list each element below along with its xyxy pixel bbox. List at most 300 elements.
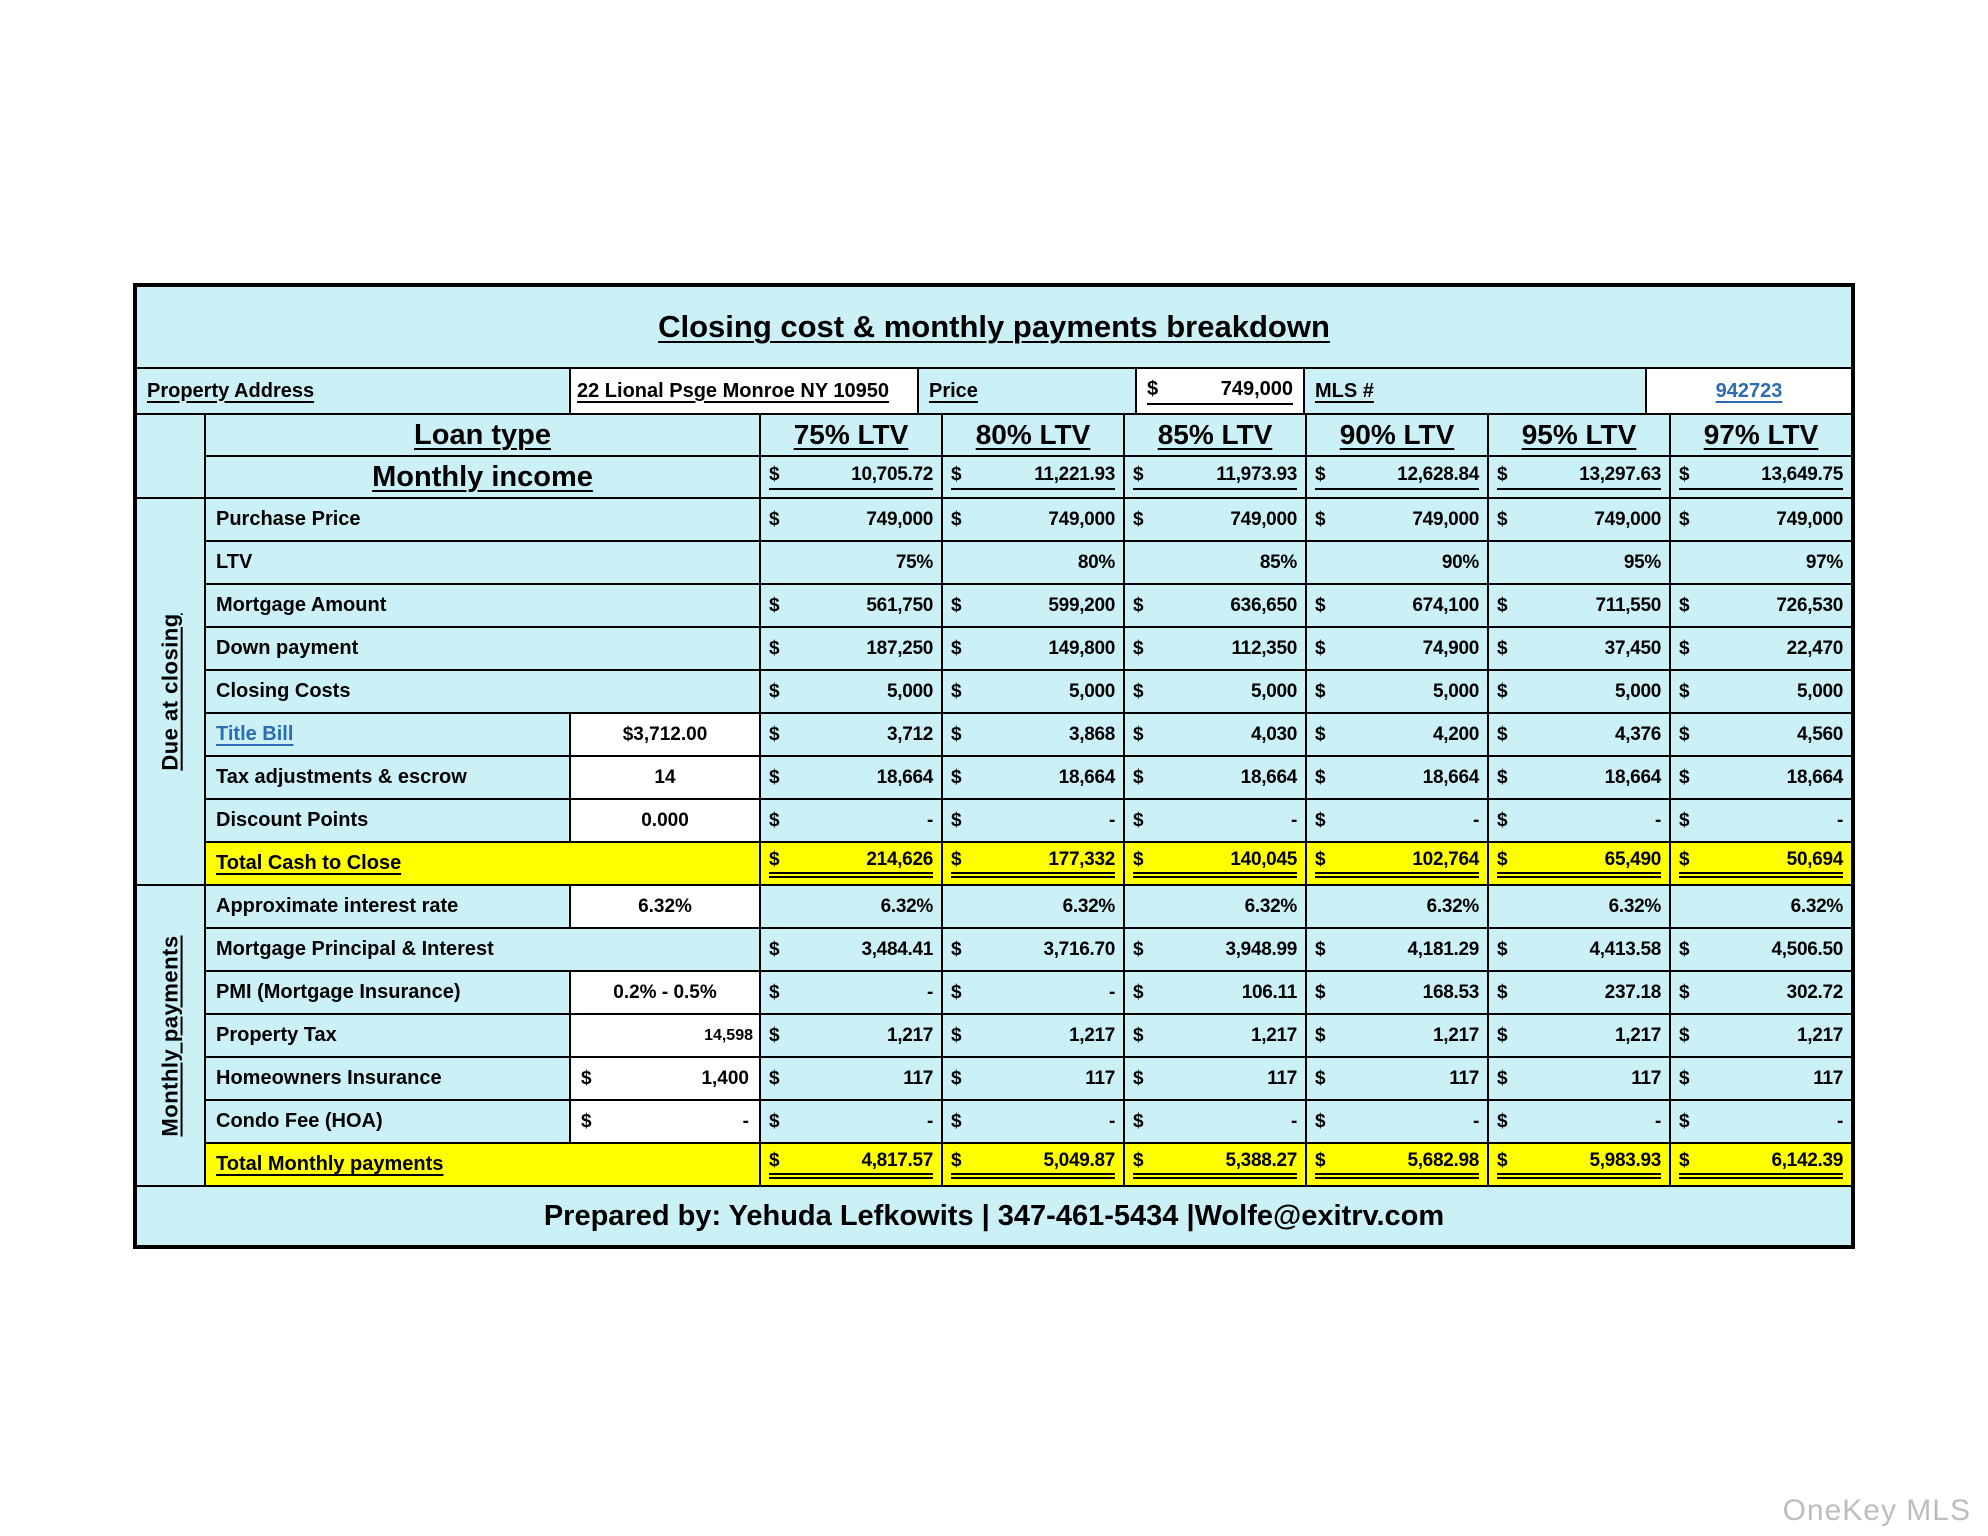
row-label-down-payment xyxy=(206,628,759,669)
dollar-sign: $ xyxy=(951,1024,962,1046)
value-cell xyxy=(943,1144,1123,1185)
money-value: 3,948.99 xyxy=(1225,938,1297,960)
value-cell xyxy=(1489,585,1669,626)
total-value: 5,388.27 xyxy=(1225,1150,1297,1171)
value-cell xyxy=(1125,1101,1305,1142)
value-cell xyxy=(761,714,941,755)
value-cell xyxy=(761,929,941,970)
ltv-column-header: 95% LTV xyxy=(1489,415,1669,455)
monthly-income-value: $ 13,297.63 xyxy=(1489,457,1669,497)
dollar-sign: $ xyxy=(1133,508,1144,530)
money-value: 711,550 xyxy=(1595,594,1661,616)
monthly-income-row xyxy=(206,457,1851,497)
value-cell xyxy=(1489,499,1669,540)
value-cell xyxy=(1307,628,1487,669)
input-value: 14,598 xyxy=(704,1026,753,1044)
money-value: - xyxy=(1108,1110,1115,1132)
value-cell xyxy=(1307,843,1487,884)
dollar-sign: $ xyxy=(769,938,780,960)
value-cell xyxy=(943,499,1123,540)
dollar-sign: $ xyxy=(1133,1150,1144,1171)
value-cell xyxy=(1125,628,1305,669)
dollar-sign: $ xyxy=(1315,981,1326,1003)
dollar-sign: $ xyxy=(1315,766,1326,788)
row-label-title-bill[interactable] xyxy=(206,714,569,755)
value-cell xyxy=(1489,1058,1669,1099)
dollar-sign: $ xyxy=(1315,723,1326,745)
table-row-tax-adjustments-escrow xyxy=(206,757,1851,798)
percent-value: 6.32% xyxy=(1608,895,1661,917)
section-strip xyxy=(137,499,204,1185)
money-value: 37,450 xyxy=(1604,637,1661,659)
money-value: 117 xyxy=(1813,1067,1843,1089)
value-cell xyxy=(943,542,1123,583)
dollar-sign: $ xyxy=(1315,1150,1326,1171)
dollar-sign: $ xyxy=(951,809,962,831)
row-label-text: LTV xyxy=(216,551,253,573)
footer-row xyxy=(137,1187,1851,1245)
dollar-sign: $ xyxy=(1679,1067,1690,1089)
dollar-sign: $ xyxy=(769,981,780,1003)
dollar-sign: $ xyxy=(1133,680,1144,702)
value-cell xyxy=(943,1015,1123,1056)
value-cell xyxy=(943,1101,1123,1142)
value-cell xyxy=(1671,886,1851,927)
section-label-monthly-payments: Monthly payments xyxy=(137,886,204,1185)
dollar-sign: $ xyxy=(1315,464,1326,485)
value-cell xyxy=(943,843,1123,884)
money-value: 74,900 xyxy=(1422,637,1479,659)
money-value: - xyxy=(1654,809,1661,831)
money-value: - xyxy=(926,809,933,831)
total-value: 177,332 xyxy=(1048,849,1115,870)
total-value: 5,049.87 xyxy=(1043,1150,1115,1171)
value-cell xyxy=(1307,585,1487,626)
percent-value: 85% xyxy=(1259,551,1297,573)
total-value: 5,682.98 xyxy=(1407,1150,1479,1171)
dollar-sign: $ xyxy=(951,938,962,960)
total-value: 214,626 xyxy=(866,849,933,870)
table-row-purchase-price xyxy=(206,499,1851,540)
onekey-mls-watermark: OneKey MLS xyxy=(1782,1494,1971,1527)
dollar-sign: $ xyxy=(1315,508,1326,530)
dollar-sign: $ xyxy=(951,723,962,745)
input-property-tax[interactable] xyxy=(571,1015,759,1056)
money-value: 302.72 xyxy=(1786,981,1843,1003)
money-value: - xyxy=(1108,981,1115,1003)
monthly-income-value: $ 10,705.72 xyxy=(761,457,941,497)
value-cell xyxy=(1125,843,1305,884)
dollar-sign: $ xyxy=(1497,508,1508,530)
dollar-sign: $ xyxy=(769,809,780,831)
row-label-text: Down payment xyxy=(216,637,359,659)
value-cell xyxy=(1671,714,1851,755)
dollar-sign: $ xyxy=(1133,849,1144,870)
value-cell xyxy=(761,800,941,841)
table-row-total-monthly-payments xyxy=(206,1144,1851,1185)
ltv-column-header: 75% LTV xyxy=(761,415,941,455)
dollar-sign: $ xyxy=(1147,377,1159,400)
money-value: 749,000 xyxy=(1230,508,1297,530)
value-cell xyxy=(1489,886,1669,927)
value-cell xyxy=(1671,542,1851,583)
dollar-sign: $ xyxy=(1497,464,1508,485)
dollar-sign: $ xyxy=(1133,594,1144,616)
money-value: - xyxy=(926,981,933,1003)
total-value: 102,764 xyxy=(1412,849,1479,870)
value-cell xyxy=(761,757,941,798)
value-cell xyxy=(761,585,941,626)
input-value: 1,400 xyxy=(701,1067,749,1089)
value-cell xyxy=(943,585,1123,626)
value-cell xyxy=(943,1058,1123,1099)
value-cell xyxy=(1307,1015,1487,1056)
value-cell xyxy=(761,1144,941,1185)
dollar-sign: $ xyxy=(951,1110,962,1132)
monthly-income-value: $ 13,649.75 xyxy=(1671,457,1851,497)
money-value: 168.53 xyxy=(1422,981,1479,1003)
dollar-sign: $ xyxy=(951,508,962,530)
dollar-sign: $ xyxy=(1497,1110,1508,1132)
dollar-sign: $ xyxy=(769,594,780,616)
money-value: 561,750 xyxy=(866,594,933,616)
value-cell xyxy=(1307,714,1487,755)
dollar-sign: $ xyxy=(769,1067,780,1089)
money-value: 18,664 xyxy=(1058,766,1115,788)
price-field[interactable] xyxy=(1137,369,1303,413)
dollar-sign: $ xyxy=(1679,766,1690,788)
dollar-sign: $ xyxy=(1679,1024,1690,1046)
money-value: 749,000 xyxy=(1412,508,1479,530)
title-bill-link[interactable]: Title Bill xyxy=(216,723,294,745)
dollar-sign: $ xyxy=(769,766,780,788)
value-cell xyxy=(1489,628,1669,669)
dollar-sign: $ xyxy=(951,981,962,1003)
value-cell xyxy=(1671,843,1851,884)
row-label-text: Approximate interest rate xyxy=(216,895,459,917)
property-address-field[interactable]: 22 Lional Psge Monroe NY 10950 xyxy=(571,369,917,413)
value-cell xyxy=(1489,757,1669,798)
value-cell xyxy=(1489,1015,1669,1056)
dollar-sign: $ xyxy=(1679,508,1690,530)
money-value: 18,664 xyxy=(1422,766,1479,788)
value-cell xyxy=(1125,972,1305,1013)
value-cell xyxy=(1671,800,1851,841)
value-cell xyxy=(1671,1101,1851,1142)
row-label-text: Property Tax xyxy=(216,1024,337,1046)
ltv-column-header: 80% LTV xyxy=(943,415,1123,455)
monthly-income-value: $ 11,973.93 xyxy=(1125,457,1305,497)
row-label-text: Tax adjustments & escrow xyxy=(216,766,467,788)
value-cell xyxy=(943,671,1123,712)
value-cell xyxy=(1671,585,1851,626)
row-label-mortgage-amount xyxy=(206,585,759,626)
body-rows xyxy=(206,499,1851,1185)
loan-type-row xyxy=(206,415,1851,455)
input-value: 0.2% - 0.5% xyxy=(613,981,717,1003)
money-value: 5,000 xyxy=(886,680,933,702)
row-label-condo-fee-hoa xyxy=(206,1101,569,1142)
value-cell xyxy=(761,671,941,712)
dollar-sign: $ xyxy=(1679,809,1690,831)
loan-header-block xyxy=(137,415,1851,497)
money-value: - xyxy=(1290,1110,1297,1132)
input-value: $3,712.00 xyxy=(622,723,708,745)
value-cell xyxy=(943,800,1123,841)
value-cell xyxy=(1307,671,1487,712)
money-value: 4,413.58 xyxy=(1589,938,1661,960)
percent-value: 6.32% xyxy=(1062,895,1115,917)
total-value: 5,983.93 xyxy=(1589,1150,1661,1171)
section-label-due-at-closing: Due at closing xyxy=(137,499,204,884)
value-cell xyxy=(943,628,1123,669)
percent-value: 6.32% xyxy=(880,895,933,917)
money-value: - xyxy=(1472,1110,1479,1132)
money-value: 187,250 xyxy=(866,637,933,659)
row-label-property-tax xyxy=(206,1015,569,1056)
value-cell xyxy=(1307,800,1487,841)
dollar-sign: $ xyxy=(1133,723,1144,745)
dollar-sign: $ xyxy=(1679,849,1690,870)
money-value: 117 xyxy=(1267,1067,1297,1089)
money-value: 5,000 xyxy=(1796,680,1843,702)
input-value: - xyxy=(742,1110,749,1132)
money-value: 3,484.41 xyxy=(861,938,933,960)
row-label-text: Total Cash to Close xyxy=(216,852,402,874)
percent-value: 95% xyxy=(1623,551,1661,573)
value-cell xyxy=(1489,542,1669,583)
row-label-tax-adjustments-escrow xyxy=(206,757,569,798)
row-label-homeowners-insurance xyxy=(206,1058,569,1099)
dollar-sign: $ xyxy=(769,1110,780,1132)
value-cell xyxy=(1671,1015,1851,1056)
dollar-sign: $ xyxy=(951,637,962,659)
dollar-sign: $ xyxy=(769,849,780,870)
property-row xyxy=(137,369,1851,413)
value-cell xyxy=(1307,1101,1487,1142)
input-value: 6.32% xyxy=(638,895,692,917)
dollar-sign: $ xyxy=(1133,464,1144,485)
row-label-ltv xyxy=(206,542,759,583)
money-value: 749,000 xyxy=(1776,508,1843,530)
row-label-closing-costs xyxy=(206,671,759,712)
input-pmi-mortgage-insurance[interactable] xyxy=(571,972,759,1013)
value-cell xyxy=(1125,499,1305,540)
dollar-sign: $ xyxy=(1679,1150,1690,1171)
table-row-closing-costs xyxy=(206,671,1851,712)
dollar-sign: $ xyxy=(1679,1110,1690,1132)
row-label-discount-points xyxy=(206,800,569,841)
value-cell xyxy=(1125,929,1305,970)
dollar-sign: $ xyxy=(769,723,780,745)
percent-value: 90% xyxy=(1441,551,1479,573)
percent-value: 97% xyxy=(1805,551,1843,573)
money-value: 18,664 xyxy=(1786,766,1843,788)
price-label: Price xyxy=(919,369,1135,413)
value-cell xyxy=(1125,1144,1305,1185)
input-value: 0.000 xyxy=(641,809,689,831)
table-row-homeowners-insurance xyxy=(206,1058,1851,1099)
dollar-sign: $ xyxy=(951,464,962,485)
money-value: 1,217 xyxy=(1068,1024,1115,1046)
value-cell xyxy=(1307,1058,1487,1099)
value-cell xyxy=(1307,757,1487,798)
dollar-sign: $ xyxy=(951,1067,962,1089)
money-value: 4,200 xyxy=(1432,723,1479,745)
value-cell xyxy=(1489,843,1669,884)
money-value: 117 xyxy=(903,1067,933,1089)
percent-value: 6.32% xyxy=(1790,895,1843,917)
dollar-sign: $ xyxy=(1497,981,1508,1003)
dollar-sign: $ xyxy=(1497,723,1508,745)
money-value: 5,000 xyxy=(1068,680,1115,702)
dollar-sign: $ xyxy=(1497,1150,1508,1171)
ltv-column-header: 90% LTV xyxy=(1307,415,1487,455)
dollar-sign: $ xyxy=(1315,809,1326,831)
table-row-total-cash-to-close xyxy=(206,843,1851,884)
input-tax-adjustments-escrow[interactable] xyxy=(571,757,759,798)
value-cell xyxy=(1125,800,1305,841)
value-cell xyxy=(761,972,941,1013)
dollar-sign: $ xyxy=(1133,1110,1144,1132)
input-discount-points[interactable] xyxy=(571,800,759,841)
value-cell xyxy=(1671,628,1851,669)
prepared-by-line: Prepared by: Yehuda Lefkowits | 347-461-5434 |Wolfe@exitrv.com xyxy=(137,1187,1851,1245)
value-cell xyxy=(1125,757,1305,798)
dollar-sign: $ xyxy=(1679,981,1690,1003)
dollar-sign: $ xyxy=(1315,594,1326,616)
value-cell xyxy=(1671,671,1851,712)
input-approximate-interest-rate[interactable] xyxy=(571,886,759,927)
row-label-text: Condo Fee (HOA) xyxy=(216,1110,383,1132)
money-value: 4,560 xyxy=(1796,723,1843,745)
dollar-sign: $ xyxy=(1497,637,1508,659)
value-cell xyxy=(1125,886,1305,927)
table-row-mortgage-amount xyxy=(206,585,1851,626)
dollar-sign: $ xyxy=(1133,981,1144,1003)
value-cell xyxy=(1307,542,1487,583)
loan-type-header: Loan type xyxy=(206,415,759,455)
dollar-sign: $ xyxy=(769,637,780,659)
dollar-sign: $ xyxy=(1497,680,1508,702)
money-value: 117 xyxy=(1449,1067,1479,1089)
row-label-text: Total Monthly payments xyxy=(216,1153,444,1175)
dollar-sign: $ xyxy=(1497,594,1508,616)
value-cell xyxy=(1489,671,1669,712)
money-value: 149,800 xyxy=(1048,637,1115,659)
money-value: 1,217 xyxy=(1796,1024,1843,1046)
value-cell xyxy=(761,499,941,540)
value-cell xyxy=(1125,1058,1305,1099)
value-cell xyxy=(761,886,941,927)
mls-number-link[interactable]: 942723 xyxy=(1715,379,1783,402)
dollar-sign: $ xyxy=(769,1024,780,1046)
value-cell xyxy=(1671,1058,1851,1099)
money-value: 749,000 xyxy=(1594,508,1661,530)
row-label-text: Discount Points xyxy=(216,809,369,831)
money-value: - xyxy=(1108,809,1115,831)
value-cell xyxy=(1489,714,1669,755)
input-title-bill[interactable] xyxy=(571,714,759,755)
total-value: 50,694 xyxy=(1786,849,1843,870)
money-value: 3,712 xyxy=(886,723,933,745)
corner-cell xyxy=(137,415,204,497)
money-value: 726,530 xyxy=(1776,594,1843,616)
table-row-ltv xyxy=(206,542,1851,583)
table-row-down-payment xyxy=(206,628,1851,669)
money-value: 4,030 xyxy=(1250,723,1297,745)
dollar-sign: $ xyxy=(1497,809,1508,831)
input-condo-fee-hoa[interactable] xyxy=(571,1101,759,1142)
money-value: 4,376 xyxy=(1614,723,1661,745)
dollar-sign: $ xyxy=(1679,680,1690,702)
value-cell xyxy=(1125,714,1305,755)
dollar-sign: $ xyxy=(1679,637,1690,659)
money-value: 117 xyxy=(1085,1067,1115,1089)
percent-value: 75% xyxy=(895,551,933,573)
value-cell xyxy=(1307,886,1487,927)
money-value: 18,664 xyxy=(876,766,933,788)
dollar-sign: $ xyxy=(1679,464,1690,485)
price-value: 749,000 xyxy=(1220,377,1293,400)
monthly-income-value: $ 12,628.84 xyxy=(1307,457,1487,497)
table-row-condo-fee-hoa xyxy=(206,1101,1851,1142)
money-value: 3,716.70 xyxy=(1043,938,1115,960)
value-cell xyxy=(1125,671,1305,712)
dollar-sign: $ xyxy=(1315,1110,1326,1132)
dollar-sign: $ xyxy=(951,766,962,788)
money-value: 4,181.29 xyxy=(1407,938,1479,960)
value-cell xyxy=(943,972,1123,1013)
ltv-column-header: 85% LTV xyxy=(1125,415,1305,455)
table-row-mortgage-principal-interest xyxy=(206,929,1851,970)
dollar-sign: $ xyxy=(1133,809,1144,831)
value-cell xyxy=(761,628,941,669)
table-row-discount-points xyxy=(206,800,1851,841)
table-row-property-tax xyxy=(206,1015,1851,1056)
value-cell xyxy=(1125,542,1305,583)
money-value: 18,664 xyxy=(1604,766,1661,788)
dollar-sign: $ xyxy=(769,680,780,702)
dollar-sign: $ xyxy=(1315,938,1326,960)
title-row xyxy=(137,287,1851,367)
dollar-sign: $ xyxy=(1133,1024,1144,1046)
total-value: 140,045 xyxy=(1230,849,1297,870)
value-cell xyxy=(761,1058,941,1099)
money-value: 599,200 xyxy=(1048,594,1115,616)
dollar-sign: $ xyxy=(1497,766,1508,788)
dollar-sign: $ xyxy=(1133,637,1144,659)
dollar-sign: $ xyxy=(581,1067,592,1089)
row-label-pmi-mortgage-insurance xyxy=(206,972,569,1013)
input-homeowners-insurance[interactable] xyxy=(571,1058,759,1099)
dollar-sign: $ xyxy=(1133,766,1144,788)
percent-value: 80% xyxy=(1077,551,1115,573)
money-value: - xyxy=(1836,809,1843,831)
dollar-sign: $ xyxy=(769,464,780,485)
money-value: 1,217 xyxy=(1250,1024,1297,1046)
value-cell xyxy=(1125,585,1305,626)
percent-value: 6.32% xyxy=(1426,895,1479,917)
row-label-text: PMI (Mortgage Insurance) xyxy=(216,981,461,1003)
money-value: - xyxy=(1836,1110,1843,1132)
value-cell xyxy=(1125,1015,1305,1056)
money-value: 5,000 xyxy=(1250,680,1297,702)
property-address-label: Property Address xyxy=(137,369,569,413)
page-title-text: Closing cost & monthly payments breakdown xyxy=(658,309,1330,344)
row-label-text: Homeowners Insurance xyxy=(216,1067,442,1089)
value-cell xyxy=(1307,1144,1487,1185)
